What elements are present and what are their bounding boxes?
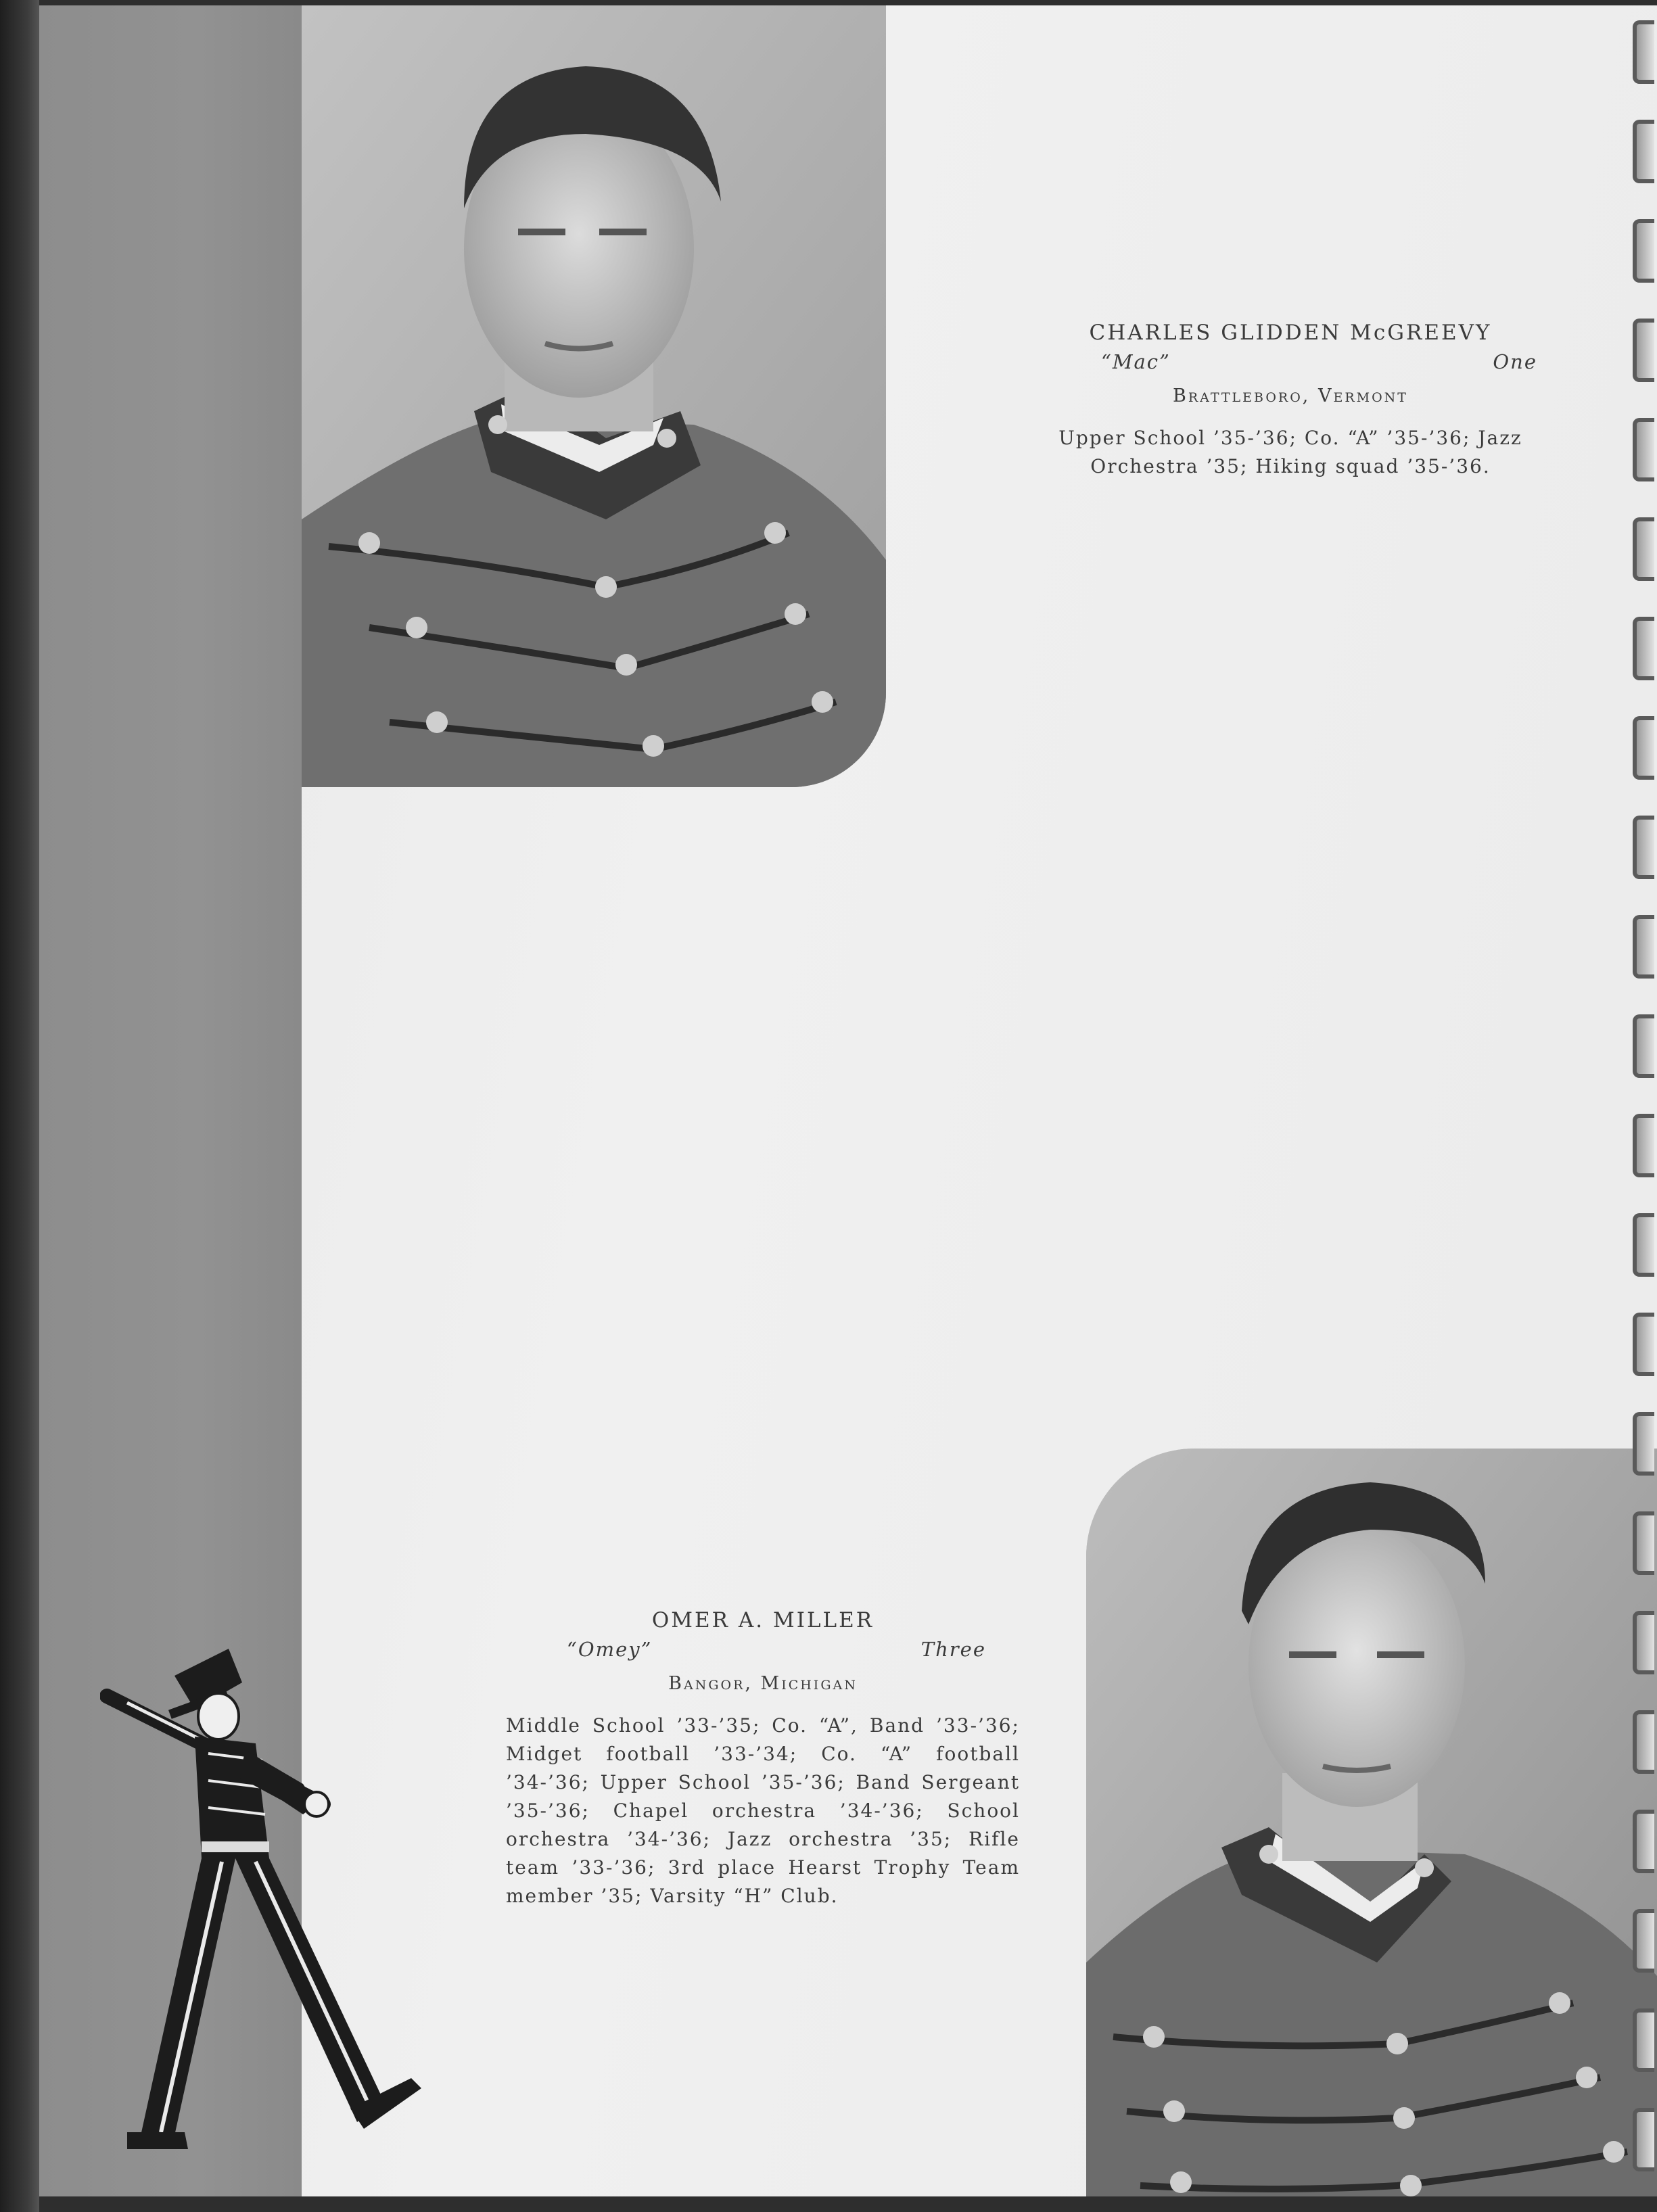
binding-ring xyxy=(1633,2008,1654,2072)
binding-ring xyxy=(1633,2108,1654,2171)
student-number: Three xyxy=(920,1638,986,1661)
binding-ring xyxy=(1633,716,1654,780)
entry-miller xyxy=(506,1608,1020,1910)
portrait-photo-miller xyxy=(1086,1449,1657,2196)
binding-ring xyxy=(1633,1014,1654,1078)
student-bio: Upper School ’35-’36; Co. “A” ’35-’36; Jazz Orchestra ’35; Hiking squad ’35-’36. xyxy=(1058,427,1522,477)
spiral-binding xyxy=(1627,20,1657,2198)
binding-ring xyxy=(1633,1412,1654,1476)
student-hometown: Bangor, Michigan xyxy=(668,1673,858,1694)
binding-ring xyxy=(1633,418,1654,481)
nickname-row xyxy=(1033,350,1547,377)
student-number: One xyxy=(1493,350,1537,373)
binding-ring xyxy=(1633,1909,1654,1973)
binding-ring xyxy=(1633,120,1654,183)
yearbook-page xyxy=(39,5,1657,2196)
student-nickname: “Omey” xyxy=(567,1638,653,1661)
binding-ring xyxy=(1633,1810,1654,1873)
student-name: CHARLES GLIDDEN McGREEVY xyxy=(1089,321,1492,345)
nickname-row xyxy=(506,1638,1020,1665)
student-nickname: “Mac” xyxy=(1101,350,1171,373)
binding-ring xyxy=(1633,517,1654,581)
book-edge xyxy=(0,0,39,2212)
student-name: OMER A. MILLER xyxy=(651,1608,874,1632)
binding-ring xyxy=(1633,20,1654,84)
marching-cadet-illustration xyxy=(100,1635,452,2176)
student-hometown: Brattleboro, Vermont xyxy=(1173,385,1408,406)
binding-ring xyxy=(1633,915,1654,979)
portrait-photo-mcgreevy xyxy=(302,5,886,787)
entry-mcgreevy xyxy=(1033,321,1547,481)
binding-ring xyxy=(1633,816,1654,879)
binding-ring xyxy=(1633,1511,1654,1575)
binding-ring xyxy=(1633,1611,1654,1674)
binding-ring xyxy=(1633,1114,1654,1177)
binding-ring xyxy=(1633,219,1654,283)
binding-ring xyxy=(1633,1213,1654,1277)
student-bio: Middle School ’33-’35; Co. “A”, Band ’33-’36; Midget football ’33-’34; Co. “A” football ’34-’36; Upper School ’35-’36; Band Sergeant ’35-’36; Chapel orchestra ’34-’36; School orchestra ’34-’36; Jazz orchestra ’35; Rifle team ’33-’36; 3rd place Hearst Trophy Team member ’35; Varsity “H” Club. xyxy=(506,1714,1020,1907)
binding-ring xyxy=(1633,1710,1654,1774)
binding-ring xyxy=(1633,1313,1654,1376)
binding-ring xyxy=(1633,319,1654,382)
binding-ring xyxy=(1633,617,1654,680)
